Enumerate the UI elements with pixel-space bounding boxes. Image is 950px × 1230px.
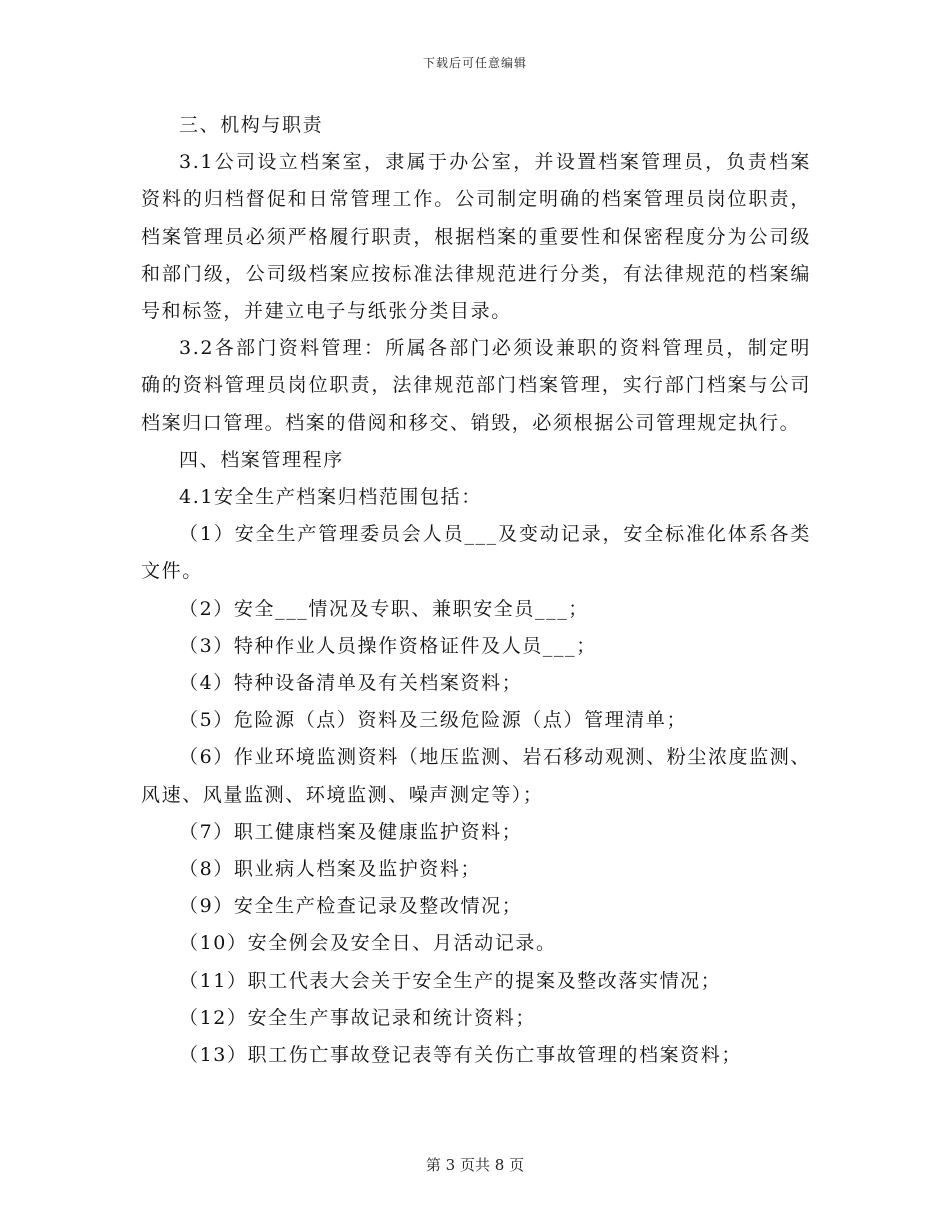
- list-item: （5）危险源（点）资料及三级危险源（点）管理清单；: [179, 709, 688, 732]
- page-footer: 第 3 页共 8 页: [425, 1156, 525, 1174]
- list-item: （11）职工代表大会关于安全生产的提案及整改落实情况；: [179, 969, 722, 992]
- list-item: （8）职业病人档案及监护资料；: [179, 858, 482, 881]
- list-item: （2）安全___情况及专职、兼职安全员___；: [179, 597, 589, 620]
- paragraph-3-1: 3.1公司设立档案室，隶属于办公室，并设置档案管理员，负责档案资料的归档督促和日常管理工作。公司制定明确的档案管理员岗位职责，档案管理员必须严格履行职责，根据档案的重要性和保密程度分为公司级和部门级，公司级档案应按标准法律规范进行分类，有法律规范的档案编号和标签，并建立电子与纸张分类目录。: [141, 151, 811, 323]
- list-item: （12）安全生产事故记录和统计资料；: [179, 1006, 536, 1029]
- paragraph-3-2: 3.2各部门资料管理：所属各部门必须设兼职的资料管理员，制定明确的资料管理员岗位职责，法律规范部门档案管理，实行部门档案与公司档案归口管理。档案的借阅和移交、销毁，必须根据公司管理规定执行。: [141, 337, 811, 434]
- list-item: （6）作业环境监测资料（地压监测、岩石移动观测、粉尘浓度监测、风速、风量监测、环境监测、噪声测定等）；: [141, 746, 811, 806]
- list-item: （1）安全生产管理委员会人员___及变动记录，安全标准化体系各类文件。: [141, 523, 811, 583]
- list-item: （3）特种作业人员操作资格证件及人员___；: [179, 634, 597, 657]
- section-heading-3: 三、机构与职责: [179, 114, 324, 136]
- list-item: （13）职工伤亡事故登记表等有关伤亡事故管理的档案资料；: [179, 1044, 742, 1067]
- document-body: [141, 107, 811, 1074]
- paragraph-4-1: 4.1安全生产档案归档范围包括：: [179, 486, 482, 509]
- section-heading-4: 四、档案管理程序: [179, 448, 344, 471]
- list-item: （10）安全例会及安全日、月活动记录。: [179, 932, 557, 955]
- list-item: （7）职工健康档案及健康监护资料；: [179, 820, 523, 843]
- list-item: （4）特种设备清单及有关档案资料；: [179, 672, 523, 695]
- list-item: （9）安全生产检查记录及整改情况；: [179, 895, 523, 918]
- page-header: 下载后可任意编辑: [422, 56, 527, 70]
